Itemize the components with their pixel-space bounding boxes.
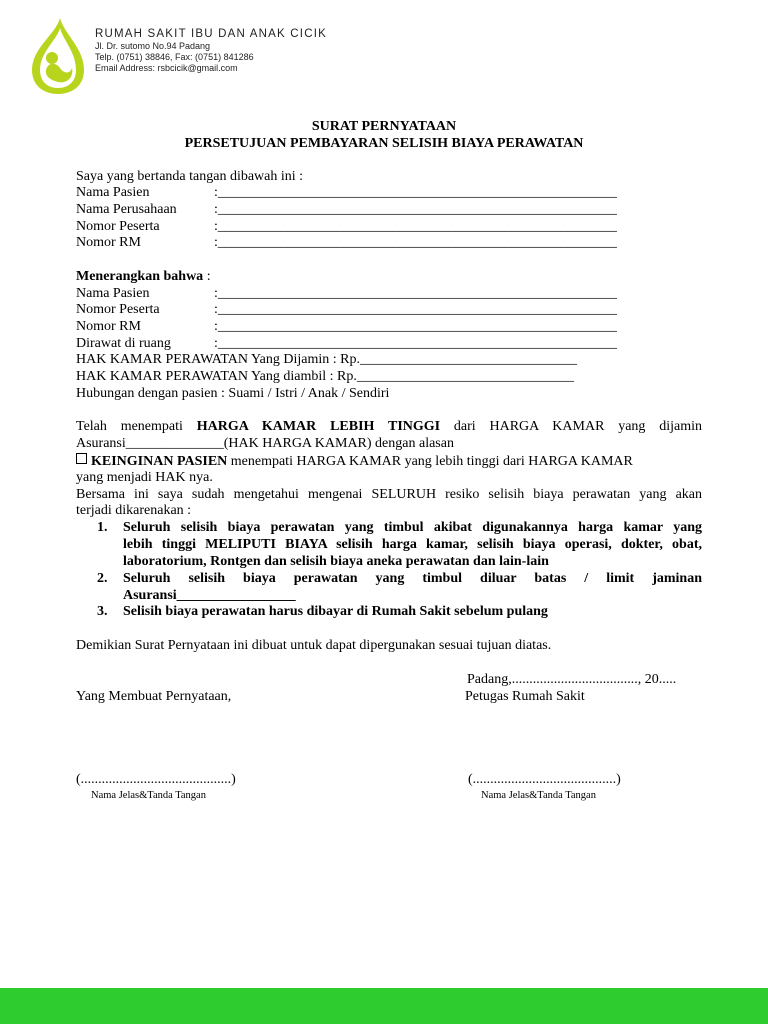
list-item-1-line-1: Seluruh selisih biaya perawatan yang timbul akibat digunakannya harga kamar yang <box>123 520 702 535</box>
field-dirawat-di-ruang: Dirawat di ruang :_________________________________________________________ <box>76 336 617 351</box>
field-nomor-peserta-1: Nomor Peserta :_________________________________________________________ <box>76 219 617 234</box>
letterhead <box>95 27 327 74</box>
field-nomor-rm-1: Nomor RM :_________________________________________________________ <box>76 235 617 250</box>
left-signatory-title: Yang Membuat Pernyataan, <box>76 689 232 704</box>
field-nama-pasien-2: Nama Pasien :_________________________________________________________ <box>76 286 617 301</box>
list-number: 1. <box>97 520 108 535</box>
left-signature-line: (...........................................) <box>76 772 236 787</box>
field-nama-pasien-1: Nama Pasien :_________________________________________________________ <box>76 185 617 200</box>
document-subtitle: PERSETUJUAN PEMBAYARAN SELISIH BIAYA PERAWATAN <box>184 136 584 151</box>
section2-heading: Menerangkan bahwa : <box>76 269 211 284</box>
list-number: 3. <box>97 604 108 619</box>
right-signature-caption: Nama Jelas&Tanda Tangan <box>481 790 596 801</box>
document-title: SURAT PERNYATAAN <box>311 119 457 134</box>
section1-intro: Saya yang bertanda tangan dibawah ini : <box>76 169 304 184</box>
closing-statement: Demikian Surat Pernyataan ini dibuat untuk dapat dipergunakan sesuai tujuan diatas. <box>76 638 552 653</box>
field-hubungan: Hubungan dengan pasien : Suami / Istri / Anak / Sendiri <box>76 386 390 401</box>
reason-checkbox[interactable] <box>76 453 87 464</box>
field-hak-dijamin: HAK KAMAR PERAWATAN Yang Dijamin : Rp._______________________________ <box>76 352 577 367</box>
list-item-1-line-2: lebih tinggi MELIPUTI BIAYA selisih harga kamar, selisih biaya operasi, dokter, obat, <box>123 537 702 552</box>
hospital-email: Email Address: rsbcicik@gmail.com <box>95 63 238 73</box>
statement-line-1: Telah menempati HARGA KAMAR LEBIH TINGGI dari HARGA KAMAR yang dijamin <box>76 419 702 434</box>
list-item-3-line-1: Selisih biaya perawatan harus dibayar di Rumah Sakit sebelum pulang <box>123 604 548 619</box>
footer-bar <box>0 988 768 1024</box>
place-date: Padang,...................................., 20..... <box>467 672 677 687</box>
statement-checkbox-line-2: yang menjadi HAK nya. <box>76 470 213 485</box>
field-nomor-rm-2: Nomor RM :_________________________________________________________ <box>76 319 617 334</box>
list-number: 2. <box>97 571 108 586</box>
right-signature-line: (.........................................) <box>468 772 621 787</box>
list-item-2-line-2: Asuransi_________________ <box>123 588 296 603</box>
statement-checkbox-line: KEINGINAN PASIEN menempati HARGA KAMAR yang lebih tinggi dari HARGA KAMAR <box>76 453 633 470</box>
statement-p2-line-1: Bersama ini saya sudah mengetahui mengenai SELURUH resiko selisih biaya perawatan yang akan <box>76 487 702 502</box>
statement-line-2: Asuransi______________(HAK HARGA KAMAR) dengan alasan <box>76 436 454 451</box>
hospital-name: RUMAH SAKIT IBU DAN ANAK CICIK <box>95 28 327 40</box>
list-item-2-line-1: Seluruh selisih biaya perawatan yang timbul diluar batas / limit jaminan <box>123 571 702 586</box>
right-signatory-title: Petugas Rumah Sakit <box>465 689 585 704</box>
left-signature-caption: Nama Jelas&Tanda Tangan <box>91 790 206 801</box>
field-nama-perusahaan: Nama Perusahaan :_________________________________________________________ <box>76 202 617 217</box>
field-hak-diambil: HAK KAMAR PERAWATAN Yang diambil : Rp._______________________________ <box>76 369 574 384</box>
hospital-address: Jl. Dr. sutomo No.94 Padang <box>95 41 211 51</box>
hospital-phone: Telp. (0751) 38846, Fax: (0751) 841286 <box>95 52 254 62</box>
list-item-1-line-3: laboratorium, Rontgen dan selisih biaya aneka perawatan dan lain-lain <box>123 554 549 569</box>
field-nomor-peserta-2: Nomor Peserta :_________________________________________________________ <box>76 302 617 317</box>
statement-p2-line-2: terjadi dikarenakan : <box>76 503 192 518</box>
hospital-logo-icon <box>26 16 90 96</box>
